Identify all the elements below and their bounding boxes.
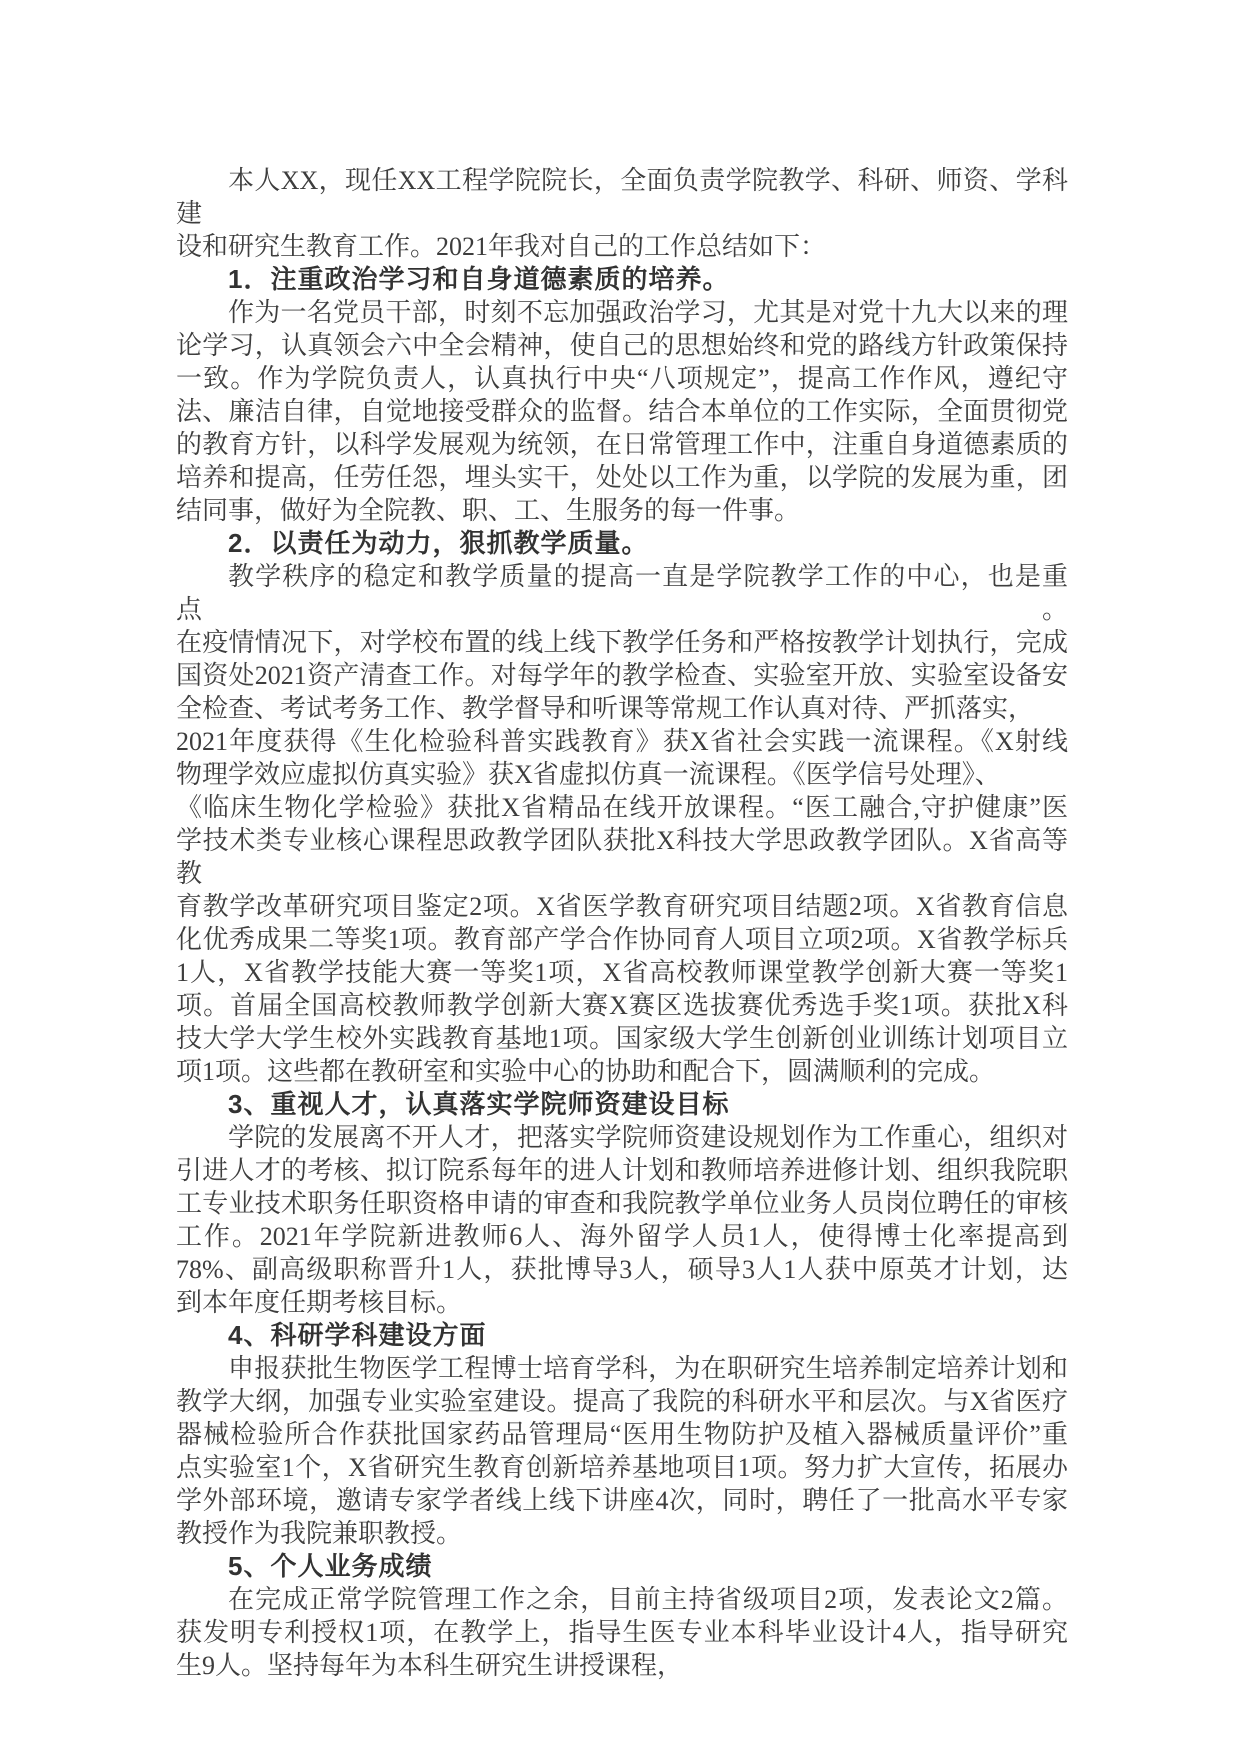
text-line: 学院的发展离不开人才，把落实学院师资建设规划作为工作重心，组织对 xyxy=(228,1123,1068,1152)
text-line: 的教育方针，以科学发展观为统领，在日常管理工作中，注重自身道德素质的 xyxy=(176,430,1068,459)
text-line: 物理学效应虚拟仿真实验》获X省虚拟仿真一流课程。《医学信号处理》、 xyxy=(176,760,1001,789)
text-line: 《临床生物化学检验》获批X省精品在线开放课程。“医工融合,守护健康”医 xyxy=(176,793,1068,822)
paragraph xyxy=(176,1121,1068,1319)
text-line: 申报获批生物医学工程博士培育学科，为在职研究生培养制定培养计划和 xyxy=(228,1354,1068,1383)
text-line: 项。首届全国高校教师教学创新大赛X赛区选拔赛优秀选手奖1项。获批X科 xyxy=(176,991,1068,1020)
paragraph xyxy=(176,560,1068,1088)
section-heading: 3、重视人才，认真落实学院师资建设目标 xyxy=(228,1089,730,1119)
document-content xyxy=(176,164,1068,1682)
text-line: 78%、副高级职称晋升1人，获批博导3人，硕导3人1人获中原英才计划，达 xyxy=(176,1255,1068,1284)
text-line: 学技术类专业核心课程思政教学团队获批X科技大学思政教学团队。X省高等教 xyxy=(176,826,1068,888)
text-line: 化优秀成果二等奖1项。教育部产学合作协同育人项目立项2项。X省教学标兵 xyxy=(176,925,1068,954)
text-line: 法、廉洁自律，自觉地接受群众的监督。结合本单位的工作实际，全面贯彻党 xyxy=(176,397,1068,426)
paragraph xyxy=(176,1352,1068,1550)
paragraph xyxy=(176,164,1068,263)
text-line: 全检查、考试考务工作、教学督导和听课等常规工作认真对待、严抓落实， xyxy=(176,694,1035,723)
text-line: 在完成正常学院管理工作之余，目前主持省级项目2项，发表论文2篇。 xyxy=(228,1585,1068,1614)
text-line: 在疫情情况下，对学校布置的线上线下教学任务和严格按教学计划执行，完成 xyxy=(176,628,1068,657)
paragraph xyxy=(176,296,1068,527)
text-line: 国资处2021资产清查工作。对每学年的教学检查、实验室开放、实验室设备安 xyxy=(176,661,1068,690)
text-line: 培养和提高，任劳任怨，埋头实干，处处以工作为重，以学院的发展为重，团 xyxy=(176,463,1068,492)
paragraph xyxy=(176,1583,1068,1682)
text-line: 引进人才的考核、拟订院系每年的进人计划和教师培养进修计划、组织我院职 xyxy=(176,1156,1068,1185)
section-heading: 4、科研学科建设方面 xyxy=(228,1320,487,1350)
section-heading: 2．以责任为动力，狠抓教学质量。 xyxy=(228,528,649,558)
text-line: 2021年度获得《生化检验科普实践教育》获X省社会实践一流课程。《X射线 xyxy=(176,727,1068,756)
text-line: 点实验室1个，X省研究生教育创新培养基地项目1项。努力扩大宣传，拓展办 xyxy=(176,1453,1068,1482)
text-line: 器械检验所合作获批国家药品管理局“医用生物防护及植入器械质量评价”重 xyxy=(176,1420,1068,1449)
text-line: 设和研究生教育工作。2021年我对自己的工作总结如下： xyxy=(176,232,827,261)
text-line: 工专业技术职务任职资格申请的审查和我院教学单位业务人员岗位聘任的审核 xyxy=(176,1189,1068,1218)
text-line: 到本年度任期考核目标。 xyxy=(176,1288,463,1317)
text-line: 工作。2021年学院新进教师6人、海外留学人员1人，使得博士化率提高到 xyxy=(176,1222,1068,1251)
text-line: 技大学大学生校外实践教育基地1项。国家级大学生创新创业训练计划项目立 xyxy=(176,1024,1068,1053)
text-line: 1人，X省教学技能大赛一等奖1项，X省高校教师课堂教学创新大赛一等奖1 xyxy=(176,958,1068,987)
section-heading: 1．注重政治学习和自身道德素质的培养。 xyxy=(228,264,730,294)
text-line: 作为一名党员干部，时刻不忘加强政治学习，尤其是对党十九大以来的理 xyxy=(228,298,1068,327)
text-line: 学外部环境，邀请专家学者线上线下讲座4次，同时，聘任了一批高水平专家 xyxy=(176,1486,1068,1515)
text-line: 本人XX，现任XX工程学院院长，全面负责学院教学、科研、师资、学科建 xyxy=(176,166,1068,228)
section-heading: 5、个人业务成绩 xyxy=(228,1551,433,1581)
text-line: 项1项。这些都在教研室和实验中心的协助和配合下，圆满顺利的完成。 xyxy=(176,1057,996,1086)
text-line: 教学秩序的稳定和教学质量的提高一直是学院教学工作的中心，也是重点。 xyxy=(176,562,1068,624)
text-line: 教授作为我院兼职教授。 xyxy=(176,1519,463,1548)
text-line: 教学大纲，加强专业实验室建设。提高了我院的科研水平和层次。与X省医疗 xyxy=(176,1387,1068,1416)
text-line: 生9人。坚持每年为本科生研究生讲授课程， xyxy=(176,1651,684,1680)
text-line: 获发明专利授权1项，在教学上，指导生医专业本科毕业设计4人，指导研究 xyxy=(176,1618,1068,1647)
text-line: 一致。作为学院负责人，认真执行中央“八项规定”，提高工作作风，遵纪守 xyxy=(176,364,1068,393)
text-line: 育教学改革研究项目鉴定2项。X省医学教育研究项目结题2项。X省教育信息 xyxy=(176,892,1068,921)
text-line: 论学习，认真领会六中全会精神，使自己的思想始终和党的路线方针政策保持 xyxy=(176,331,1068,360)
text-line: 结同事，做好为全院教、职、工、生服务的每一件事。 xyxy=(176,496,801,525)
